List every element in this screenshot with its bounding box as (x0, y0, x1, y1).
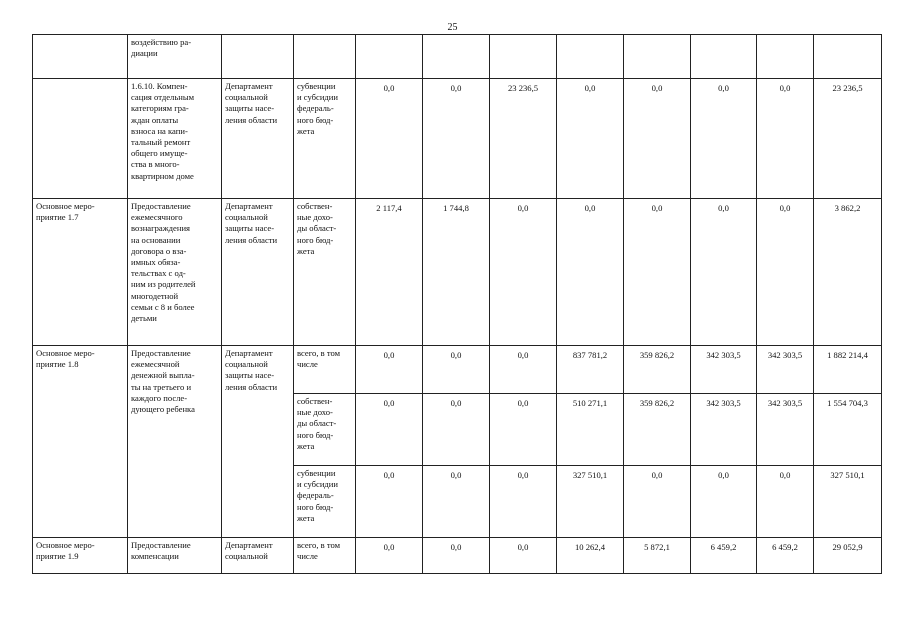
value-cell: 1 882 214,4 (814, 346, 882, 394)
source-cell (294, 35, 356, 79)
source-cell: субвенции и субсидии федераль- ного бюд- жета (294, 466, 356, 538)
value-cell: 0,0 (356, 79, 423, 199)
value-cell: 0,0 (691, 466, 757, 538)
value-cell: 2 117,4 (356, 199, 423, 346)
value-cell: 0,0 (624, 466, 691, 538)
value-cell: 342 303,5 (757, 346, 814, 394)
value-cell: 10 262,4 (557, 538, 624, 574)
value-cell (490, 35, 557, 79)
executor-cell: Департамент социальной защиты насе- ления области (222, 346, 294, 538)
value-cell: 342 303,5 (757, 394, 814, 466)
measure-cell: Предоставление компенсации (128, 538, 222, 574)
measure-cell: 1.6.10. Компен- сация отдельным категориям гра- ждан оплаты взноса на капи- тальный ремонт общего имуще- ства в много- квартирном доме (128, 79, 222, 199)
table-row (33, 35, 882, 79)
program-cell (33, 79, 128, 199)
source-cell: всего, в том числе (294, 538, 356, 574)
value-cell: 359 826,2 (624, 346, 691, 394)
table-row (33, 199, 882, 346)
value-cell: 342 303,5 (691, 394, 757, 466)
value-cell (423, 35, 490, 79)
value-cell: 29 052,9 (814, 538, 882, 574)
value-cell: 0,0 (557, 199, 624, 346)
value-cell: 6 459,2 (691, 538, 757, 574)
value-cell: 0,0 (624, 199, 691, 346)
program-cell: Основное меро- приятие 1.9 (33, 538, 128, 574)
value-cell: 6 459,2 (757, 538, 814, 574)
value-cell: 327 510,1 (814, 466, 882, 538)
value-cell: 0,0 (423, 466, 490, 538)
table-row (33, 538, 882, 574)
program-cell (33, 35, 128, 79)
measure-cell: Предоставление ежемесячной денежной выпла- ты на третьего и каждого после- дующего ребенка (128, 346, 222, 538)
value-cell: 0,0 (624, 79, 691, 199)
value-cell: 0,0 (757, 199, 814, 346)
value-cell: 0,0 (557, 79, 624, 199)
value-cell: 327 510,1 (557, 466, 624, 538)
value-cell: 1 554 704,3 (814, 394, 882, 466)
value-cell: 1 744,8 (423, 199, 490, 346)
value-cell: 23 236,5 (814, 79, 882, 199)
program-cell: Основное меро- приятие 1.7 (33, 199, 128, 346)
measure-cell: Предоставление ежемесячного вознаграждения на основании договора о вза- имных обяза- тельствах с од- ним из родителей многодетной семьи с 8 и более детьми (128, 199, 222, 346)
value-cell: 342 303,5 (691, 346, 757, 394)
budget-table (32, 34, 882, 574)
value-cell (691, 35, 757, 79)
source-cell: всего, в том числе (294, 346, 356, 394)
value-cell: 0,0 (490, 394, 557, 466)
value-cell (557, 35, 624, 79)
value-cell: 0,0 (691, 199, 757, 346)
value-cell: 359 826,2 (624, 394, 691, 466)
source-cell: собствен- ные дохо- ды област- ного бюд- жета (294, 394, 356, 466)
value-cell: 0,0 (356, 346, 423, 394)
value-cell (757, 35, 814, 79)
executor-cell: Департамент социальной (222, 538, 294, 574)
value-cell (356, 35, 423, 79)
value-cell: 0,0 (757, 79, 814, 199)
value-cell: 0,0 (423, 79, 490, 199)
source-cell: собствен- ные дохо- ды област- ного бюд- жета (294, 199, 356, 346)
value-cell: 510 271,1 (557, 394, 624, 466)
value-cell: 0,0 (490, 466, 557, 538)
executor-cell: Департамент социальной защиты насе- ления области (222, 79, 294, 199)
value-cell (814, 35, 882, 79)
value-cell: 0,0 (490, 538, 557, 574)
value-cell: 0,0 (691, 79, 757, 199)
page-number: 25 (447, 22, 458, 33)
value-cell: 0,0 (490, 199, 557, 346)
executor-cell: Департамент социальной защиты насе- ления области (222, 199, 294, 346)
measure-cell: воздействию ра- диации (128, 35, 222, 79)
value-cell: 0,0 (423, 538, 490, 574)
program-cell: Основное меро- приятие 1.8 (33, 346, 128, 538)
executor-cell (222, 35, 294, 79)
value-cell: 0,0 (356, 538, 423, 574)
value-cell: 0,0 (423, 394, 490, 466)
value-cell (624, 35, 691, 79)
value-cell: 3 862,2 (814, 199, 882, 346)
value-cell: 0,0 (423, 346, 490, 394)
table-row (33, 346, 882, 394)
value-cell: 0,0 (356, 394, 423, 466)
value-cell: 23 236,5 (490, 79, 557, 199)
value-cell: 0,0 (757, 466, 814, 538)
source-cell: субвенции и субсидии федераль- ного бюд- жета (294, 79, 356, 199)
value-cell: 0,0 (490, 346, 557, 394)
value-cell: 0,0 (356, 466, 423, 538)
table-row (33, 79, 882, 199)
value-cell: 837 781,2 (557, 346, 624, 394)
value-cell: 5 872,1 (624, 538, 691, 574)
